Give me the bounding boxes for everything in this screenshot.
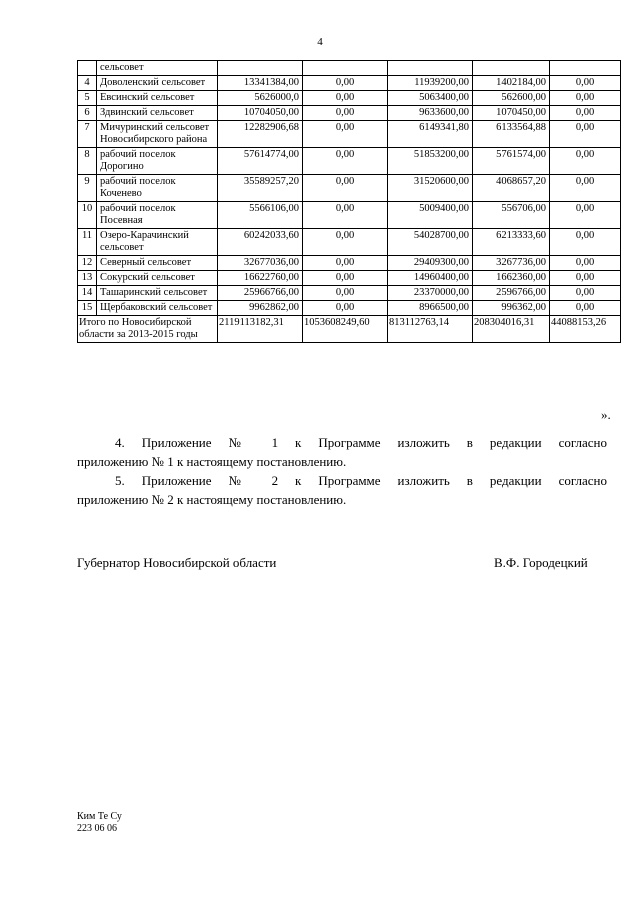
table-cell-c3: 51853200,00 [388, 148, 473, 175]
table-cell-c4: 996362,00 [473, 301, 550, 316]
table-cell-c2: 0,00 [303, 148, 388, 175]
table-row [78, 91, 621, 106]
table-cell-c2: 0,00 [303, 91, 388, 106]
table-cell-c3: 14960400,00 [388, 271, 473, 286]
executor-name: Ким Те Су [77, 811, 122, 822]
table-cell-name: рабочий поселок Дорогино [97, 148, 218, 175]
table-cell-num: 6 [78, 106, 97, 121]
table-cell-c1: 12282906,68 [218, 121, 303, 148]
table-cell-num: 10 [78, 202, 97, 229]
table-cell-c5: 0,00 [550, 229, 621, 256]
paragraph-5 [77, 471, 607, 509]
table-cell-c3: 23370000,00 [388, 286, 473, 301]
table-cell-num: 4 [78, 76, 97, 91]
table-cell-c1: 25966766,00 [218, 286, 303, 301]
table-cell-c5: 0,00 [550, 256, 621, 271]
table-cell-name: Ташаринский сельсовет [97, 286, 218, 301]
table-cell-c5: 0,00 [550, 301, 621, 316]
table-cell-num: 13 [78, 271, 97, 286]
table-cell-c5 [550, 61, 621, 76]
table-cell-num: 12 [78, 256, 97, 271]
table-cell-c1: 57614774,00 [218, 148, 303, 175]
table-cell-num [78, 61, 97, 76]
executor-phone: 223 06 06 [77, 823, 117, 834]
table-row [78, 61, 621, 76]
paragraph-rest: приложению № 2 к настоящему постановлению. [77, 492, 347, 507]
executor-block [77, 811, 122, 835]
table-cell-name: Здвинский сельсовет [97, 106, 218, 121]
table-row [78, 256, 621, 271]
table-row [78, 229, 621, 256]
table-cell-c5: 0,00 [550, 91, 621, 106]
table-cell-c1: 9962862,00 [218, 301, 303, 316]
table-cell-c2: 0,00 [303, 106, 388, 121]
table-cell-num: 7 [78, 121, 97, 148]
table-cell-c4 [473, 61, 550, 76]
paragraph-first-line: 4. Приложение № 1 к Программе изложить в редакции согласно [115, 435, 607, 450]
table-cell-c2: 0,00 [303, 229, 388, 256]
table-row [78, 301, 621, 316]
table-cell-c5: 0,00 [550, 271, 621, 286]
table-cell-c2: 0,00 [303, 271, 388, 286]
table-cell-c5: 0,00 [550, 286, 621, 301]
table-cell-name: Щербаковский сельсовет [97, 301, 218, 316]
table-cell-name: сельсовет [97, 61, 218, 76]
table-cell-c4: 1662360,00 [473, 271, 550, 286]
table-cell-name: Сокурский сельсовет [97, 271, 218, 286]
table-cell-name: рабочий поселок Посевная [97, 202, 218, 229]
total-cell-c3: 813112763,14 [388, 316, 473, 343]
table-cell-c4: 1402184,00 [473, 76, 550, 91]
table-cell-c4: 2596766,00 [473, 286, 550, 301]
total-cell-c2: 1053608249,60 [303, 316, 388, 343]
table-cell-c3: 5063400,00 [388, 91, 473, 106]
table-cell-name: Мичуринский сельсовет Новосибирского района [97, 121, 218, 148]
table-cell-c5: 0,00 [550, 106, 621, 121]
table-cell-c3: 29409300,00 [388, 256, 473, 271]
table-cell-c2: 0,00 [303, 286, 388, 301]
table-cell-num: 8 [78, 148, 97, 175]
table-cell-c4: 1070450,00 [473, 106, 550, 121]
table-cell-c4: 3267736,00 [473, 256, 550, 271]
table-cell-c1: 5566106,00 [218, 202, 303, 229]
paragraph-4 [77, 433, 607, 471]
closing-quote: ». [601, 407, 611, 422]
table-cell-name: Озеро-Карачинский сельсовет [97, 229, 218, 256]
table-cell-c2: 0,00 [303, 202, 388, 229]
table-row [78, 202, 621, 229]
table-cell-name: Евсинский сельсовет [97, 91, 218, 106]
table-row [78, 175, 621, 202]
table-cell-c4: 4068657,20 [473, 175, 550, 202]
table-cell-c3: 5009400,00 [388, 202, 473, 229]
table-cell-c3: 54028700,00 [388, 229, 473, 256]
table-cell-c1: 60242033,60 [218, 229, 303, 256]
table-cell-num: 11 [78, 229, 97, 256]
table-cell-c5: 0,00 [550, 121, 621, 148]
table-cell-c3 [388, 61, 473, 76]
total-cell-c5: 44088153,26 [550, 316, 621, 343]
table-cell-c1: 10704050,00 [218, 106, 303, 121]
table-cell-c1: 32677036,00 [218, 256, 303, 271]
table-cell-c2: 0,00 [303, 256, 388, 271]
table-row [78, 148, 621, 175]
table-cell-num: 9 [78, 175, 97, 202]
table-cell-name: рабочий поселок Коченево [97, 175, 218, 202]
table-cell-c5: 0,00 [550, 76, 621, 91]
paragraph-first-line: 5. Приложение № 2 к Программе изложить в редакции согласно [115, 473, 607, 488]
table-row [78, 286, 621, 301]
budget-table [77, 60, 621, 343]
table-row [78, 271, 621, 286]
table-cell-c1: 13341384,00 [218, 76, 303, 91]
table-cell-c3: 6149341,80 [388, 121, 473, 148]
table-total-row [78, 316, 621, 343]
table-cell-c2: 0,00 [303, 301, 388, 316]
table-cell-c2 [303, 61, 388, 76]
table-cell-c1: 35589257,20 [218, 175, 303, 202]
table-cell-c5: 0,00 [550, 175, 621, 202]
table-cell-c3: 9633600,00 [388, 106, 473, 121]
table-row [78, 121, 621, 148]
table-cell-c1 [218, 61, 303, 76]
table-cell-c5: 0,00 [550, 148, 621, 175]
table-cell-c2: 0,00 [303, 175, 388, 202]
table-row [78, 76, 621, 91]
signatory-name: В.Ф. Городецкий [494, 555, 588, 570]
table-cell-name: Доволенский сельсовет [97, 76, 218, 91]
total-label: Итого по Новосибирской области за 2013-2015 годы [78, 316, 218, 343]
table-cell-c4: 556706,00 [473, 202, 550, 229]
table-cell-c3: 31520600,00 [388, 175, 473, 202]
table-cell-name: Северный сельсовет [97, 256, 218, 271]
table-cell-c3: 8966500,00 [388, 301, 473, 316]
total-cell-c1: 2119113182,31 [218, 316, 303, 343]
table-cell-c4: 562600,00 [473, 91, 550, 106]
table-cell-c4: 6213333,60 [473, 229, 550, 256]
signatory-title: Губернатор Новосибирской области [77, 555, 277, 570]
table-cell-c5: 0,00 [550, 202, 621, 229]
table-cell-c2: 0,00 [303, 121, 388, 148]
paragraph-rest: приложению № 1 к настоящему постановлению. [77, 454, 347, 469]
table-cell-c1: 5626000,0 [218, 91, 303, 106]
table-cell-num: 14 [78, 286, 97, 301]
table-cell-num: 15 [78, 301, 97, 316]
table-cell-c4: 6133564,88 [473, 121, 550, 148]
table-cell-c3: 11939200,00 [388, 76, 473, 91]
total-cell-c4: 208304016,31 [473, 316, 550, 343]
table-cell-num: 5 [78, 91, 97, 106]
table-cell-c2: 0,00 [303, 76, 388, 91]
table-cell-c4: 5761574,00 [473, 148, 550, 175]
table-cell-c1: 16622760,00 [218, 271, 303, 286]
page-number: 4 [317, 36, 323, 48]
table-row [78, 106, 621, 121]
